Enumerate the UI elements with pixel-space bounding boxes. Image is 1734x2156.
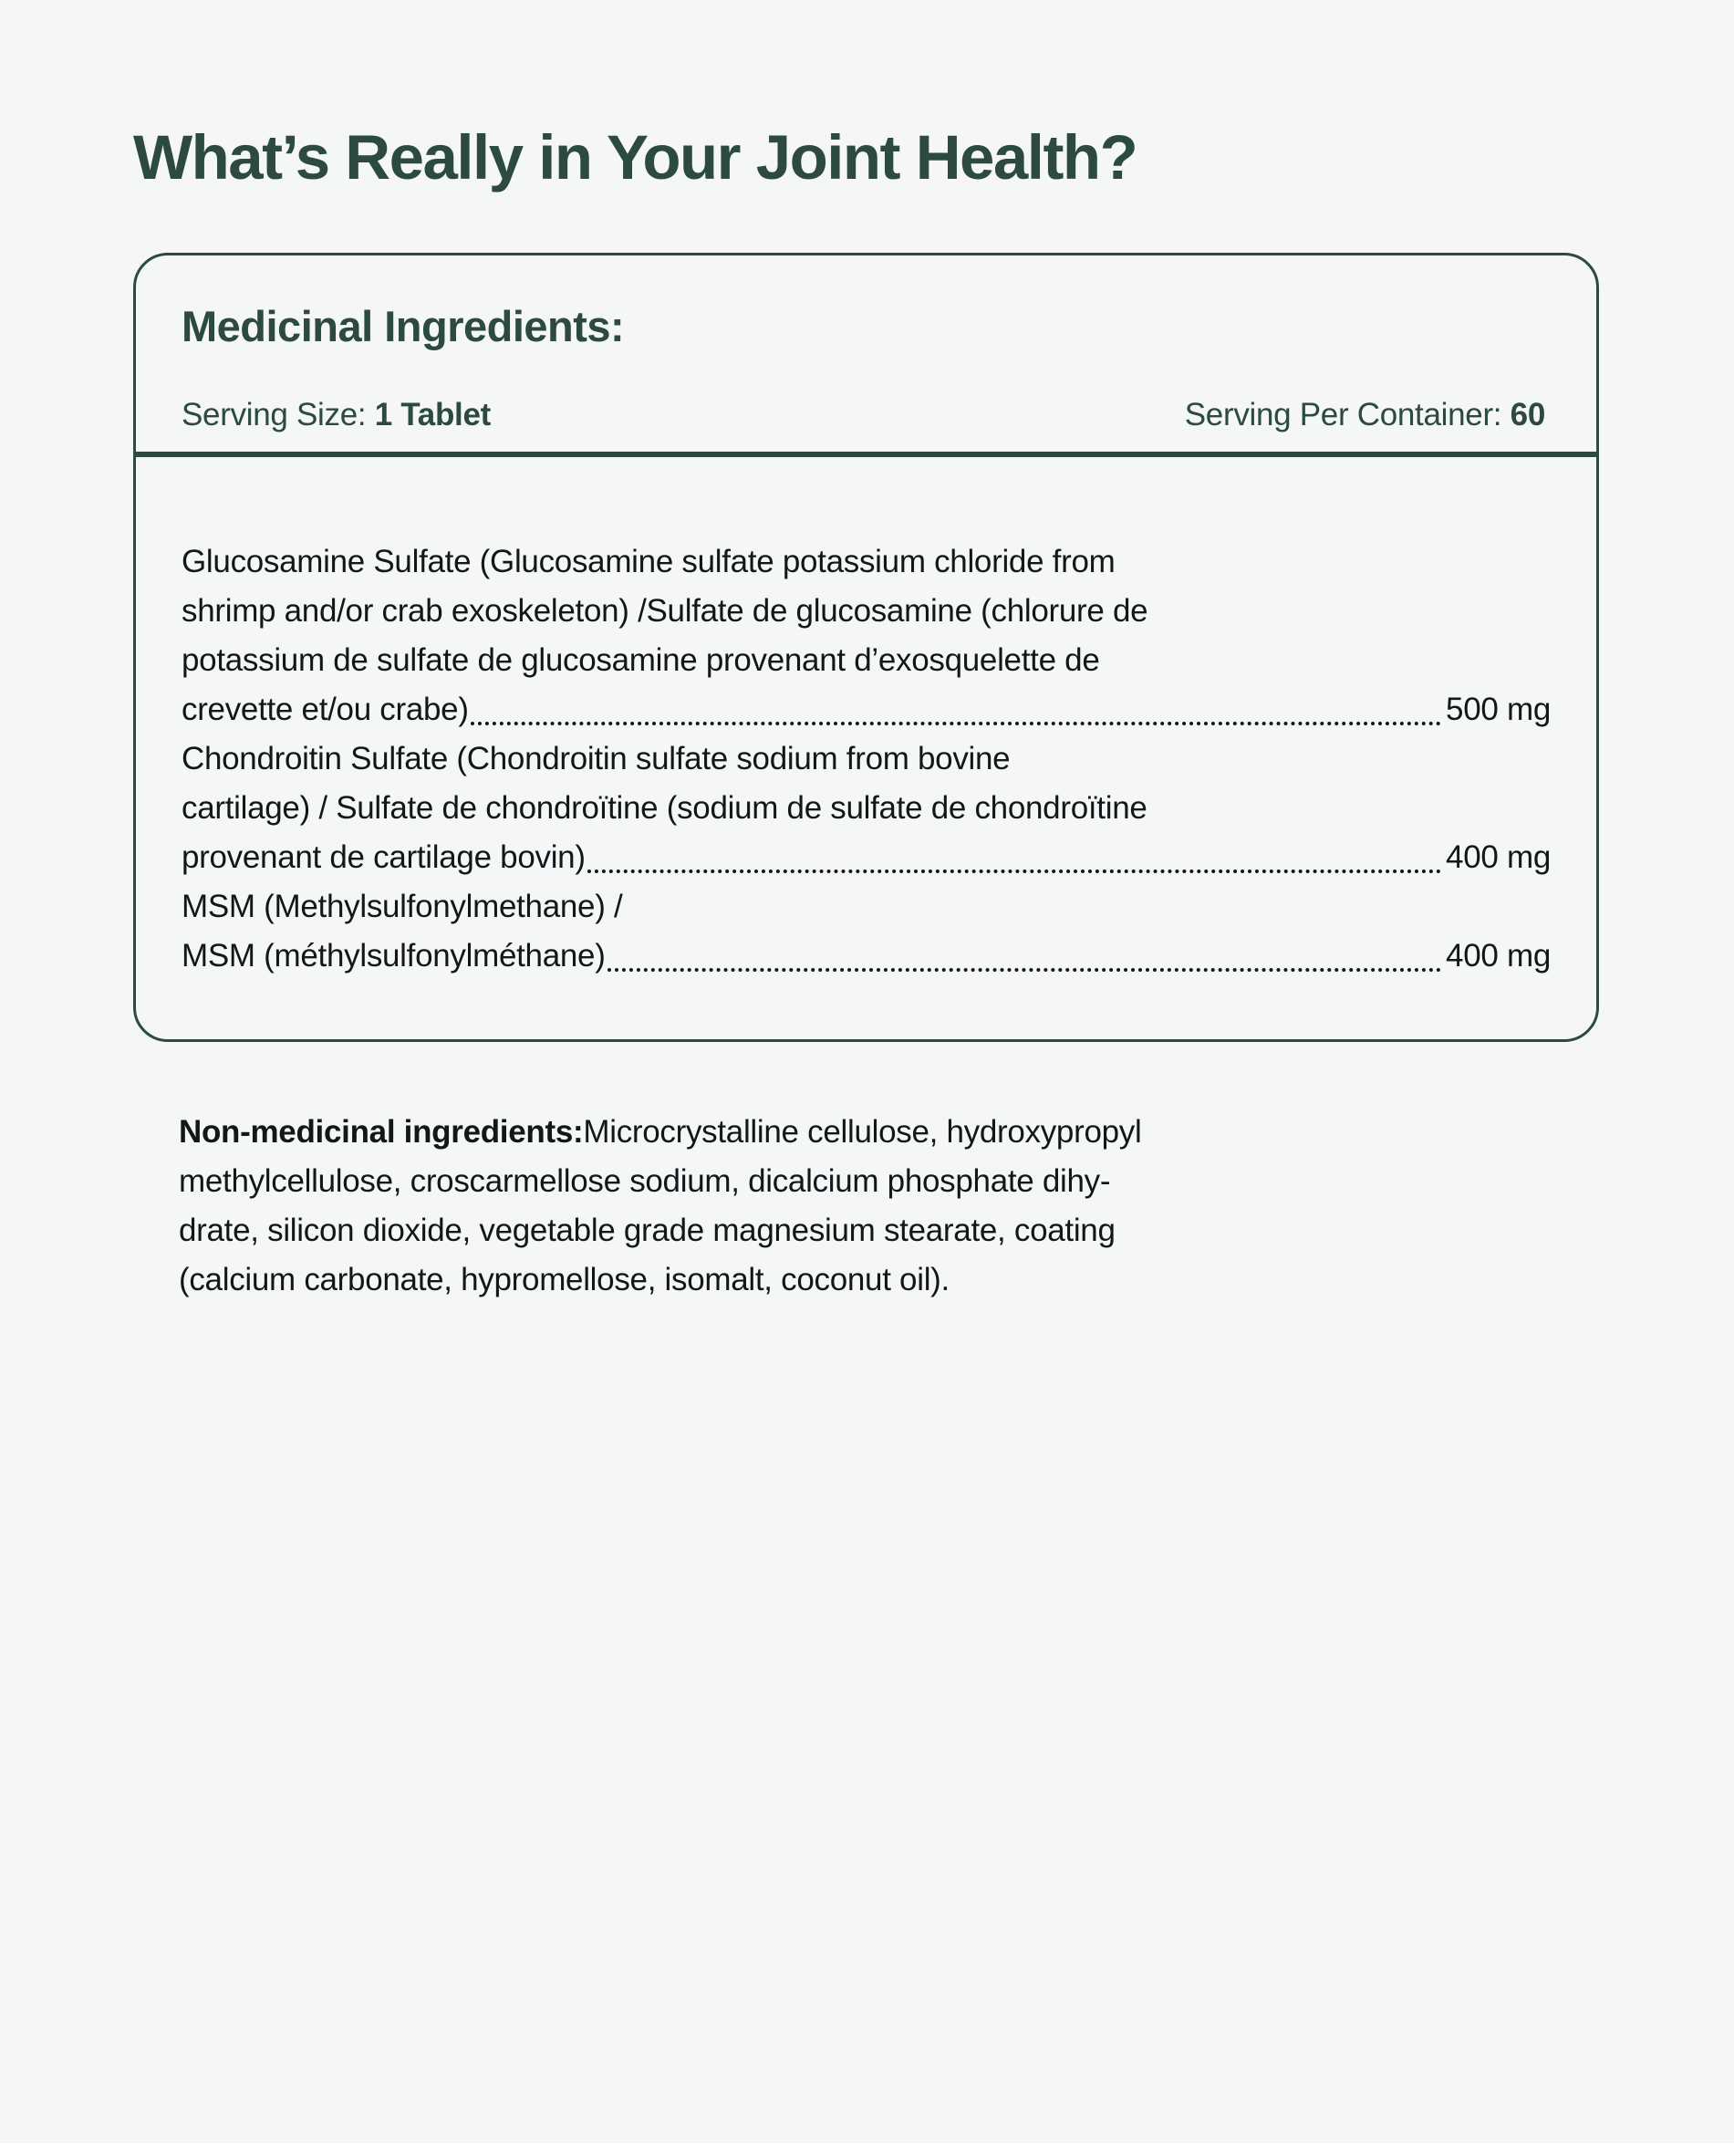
serving-per-container-value: 60 — [1510, 397, 1545, 433]
serving-size-label: Serving Size: — [182, 397, 375, 433]
non-medicinal-text: Microcrystalline cellulose, hydroxypropyl — [583, 1114, 1142, 1151]
bottom-white-strip — [0, 2143, 1734, 2156]
ingredient-list — [136, 457, 1596, 1039]
ingredient-text-line: cartilage) / Sulfate de chondroïtine (sodium de sulfate de chondroïtine — [182, 790, 1147, 827]
panel-heading: Medicinal Ingredients: — [182, 302, 625, 351]
panel-header — [136, 255, 1596, 452]
dotted-leader — [587, 870, 1441, 873]
non-medicinal-label: Non-medicinal ingredients: — [179, 1114, 584, 1151]
serving-per-container — [1185, 397, 1545, 433]
serving-size — [182, 397, 491, 433]
non-medicinal-paragraph — [179, 1108, 1529, 1305]
serving-row — [182, 397, 1545, 433]
ingredient-text-line: Chondroitin Sulfate (Chondroitin sulfate sodium from bovine — [182, 741, 1011, 777]
ingredient-text-line: shrimp and/or crab exoskeleton) /Sulfate de glucosamine (chlorure de — [182, 593, 1148, 630]
ingredient-amount-line — [182, 685, 1551, 734]
dotted-leader — [607, 968, 1441, 972]
ingredient-amount: 400 mg — [1446, 938, 1551, 974]
ingredient-text-line: provenant de cartilage bovin) — [182, 839, 586, 876]
ingredient-msm — [182, 882, 1551, 981]
page-title: What’s Really in Your Joint Health? — [133, 122, 1137, 193]
non-medicinal-line: (calcium carbonate, hypromellose, isomalt, coconut oil). — [179, 1262, 950, 1298]
ingredient-text-line: MSM (Methylsulfonylmethane) / — [182, 889, 623, 925]
ingredient-glucosamine — [182, 537, 1551, 734]
ingredient-text-line: potassium de sulfate de glucosamine provenant d’exosquelette de — [182, 642, 1100, 679]
non-medicinal-line: methylcellulose, croscarmellose sodium, dicalcium phosphate dihy- — [179, 1163, 1111, 1200]
dotted-leader — [471, 722, 1441, 725]
ingredient-amount-line — [182, 833, 1551, 882]
ingredient-amount: 500 mg — [1446, 692, 1551, 728]
ingredient-text-line: MSM (méthylsulfonylméthane) — [182, 938, 606, 974]
non-medicinal-line — [179, 1108, 1529, 1157]
serving-size-value: 1 Tablet — [374, 397, 491, 433]
ingredient-text-line: crevette et/ou crabe) — [182, 692, 469, 728]
medicinal-ingredients-panel — [133, 253, 1599, 1042]
ingredient-amount-line — [182, 932, 1551, 981]
serving-per-container-label: Serving Per Container: — [1184, 397, 1511, 433]
non-medicinal-line: drate, silicon dioxide, vegetable grade magnesium stearate, coating — [179, 1213, 1116, 1249]
ingredient-text-line: Glucosamine Sulfate (Glucosamine sulfate potassium chloride from — [182, 544, 1116, 580]
ingredient-amount: 400 mg — [1446, 839, 1551, 876]
ingredient-chondroitin — [182, 734, 1551, 882]
